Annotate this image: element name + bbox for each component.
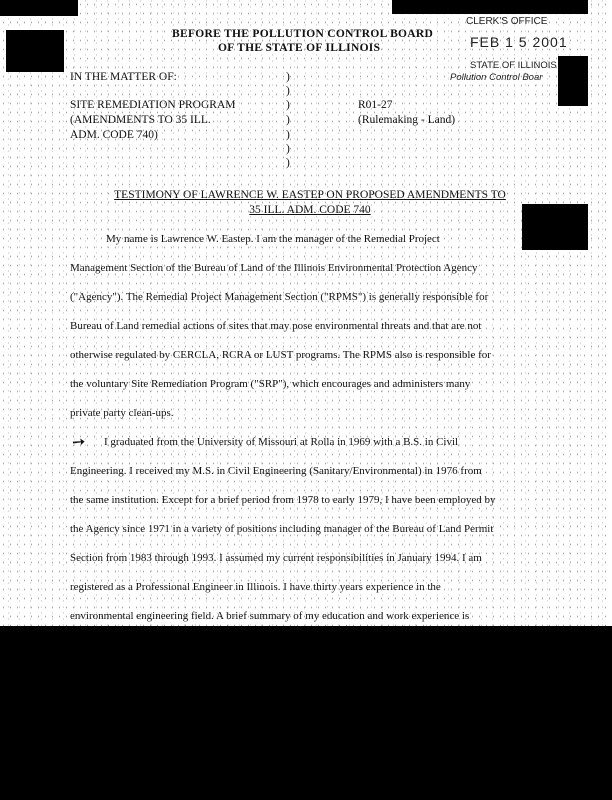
case-type: (Rulemaking - Land) <box>358 114 456 126</box>
redaction-block <box>392 0 588 14</box>
caption-paren: ) <box>286 114 290 126</box>
program-line-1: SITE REMEDIATION PROGRAM <box>70 99 236 111</box>
program-line-3: ADM. CODE 740) <box>70 129 158 141</box>
caption-paren: ) <box>286 157 290 169</box>
paragraph-line: otherwise regulated by CERCLA, RCRA or LUST programs. The RPMS also is responsible for <box>70 349 491 361</box>
clerks-office-stamp: CLERK'S OFFICE <box>466 16 548 27</box>
stamp-state: STATE OF ILLINOIS <box>470 60 557 71</box>
paragraph-line: the Agency since 1971 in a variety of positions including manager of the Bureau of Land Permit <box>70 523 494 535</box>
stamp-date: FEB 1 5 2001 <box>470 34 568 50</box>
paragraph-line: private party clean-ups. <box>70 407 174 419</box>
redaction-block <box>0 0 78 16</box>
caption-paren: ) <box>286 85 290 97</box>
in-the-matter-of: IN THE MATTER OF: <box>70 71 177 83</box>
paragraph-line: I graduated from the University of Missouri at Rolla in 1969 with a B.S. in Civil <box>104 436 459 448</box>
paragraph-line: the same institution. Except for a brief period from 1978 to early 1979, I have been employed by <box>70 494 496 506</box>
heading-line-1: BEFORE THE POLLUTION CONTROL BOARD <box>172 28 434 40</box>
paragraph-line: the voluntary Site Remediation Program ("SRP"), which encourages and administers many <box>70 378 471 390</box>
testimony-title-line-1: TESTIMONY OF LAWRENCE W. EASTEP ON PROPOSED AMENDMENTS TO <box>114 189 506 201</box>
paragraph-line: Section from 1983 through 1993. I assumed my current responsibilities in January 1994. I am <box>70 552 482 564</box>
case-number: R01-27 <box>358 99 393 111</box>
paragraph-line: ("Agency"). The Remedial Project Management Section ("RPMS") is generally responsible for <box>70 291 489 303</box>
testimony-title-line-2: 35 ILL. ADM. CODE 740 <box>249 204 371 216</box>
program-line-2: (AMENDMENTS TO 35 ILL. <box>70 114 211 126</box>
paragraph-line: Engineering. I received my M.S. in Civil Engineering (Sanitary/Environmental) in 1976 from <box>70 465 482 477</box>
paragraph-line: registered as a Professional Engineer in Illinois. I have thirty years experience in the <box>70 581 441 593</box>
redaction-block <box>0 626 612 800</box>
paragraph-line: Management Section of the Bureau of Land of the Illinois Environmental Protection Agency <box>70 262 478 274</box>
stamp-board: Pollution Control Boar <box>450 72 543 83</box>
paragraph-line: environmental engineering field. A brief summary of my education and work experience is <box>70 610 470 622</box>
heading-line-2: OF THE STATE OF ILLINOIS <box>218 42 381 54</box>
pen-mark-icon: ➚ <box>67 431 89 454</box>
paragraph-line: Bureau of Land remedial actions of sites that may pose environmental threats and that are not <box>70 320 482 332</box>
caption-paren: ) <box>286 143 290 155</box>
caption-paren: ) <box>286 99 290 111</box>
caption-paren: ) <box>286 129 290 141</box>
redaction-block <box>6 30 64 72</box>
caption-paren: ) <box>286 71 290 83</box>
paragraph-line: My name is Lawrence W. Eastep. I am the manager of the Remedial Project <box>106 233 440 245</box>
redaction-block <box>558 56 588 106</box>
